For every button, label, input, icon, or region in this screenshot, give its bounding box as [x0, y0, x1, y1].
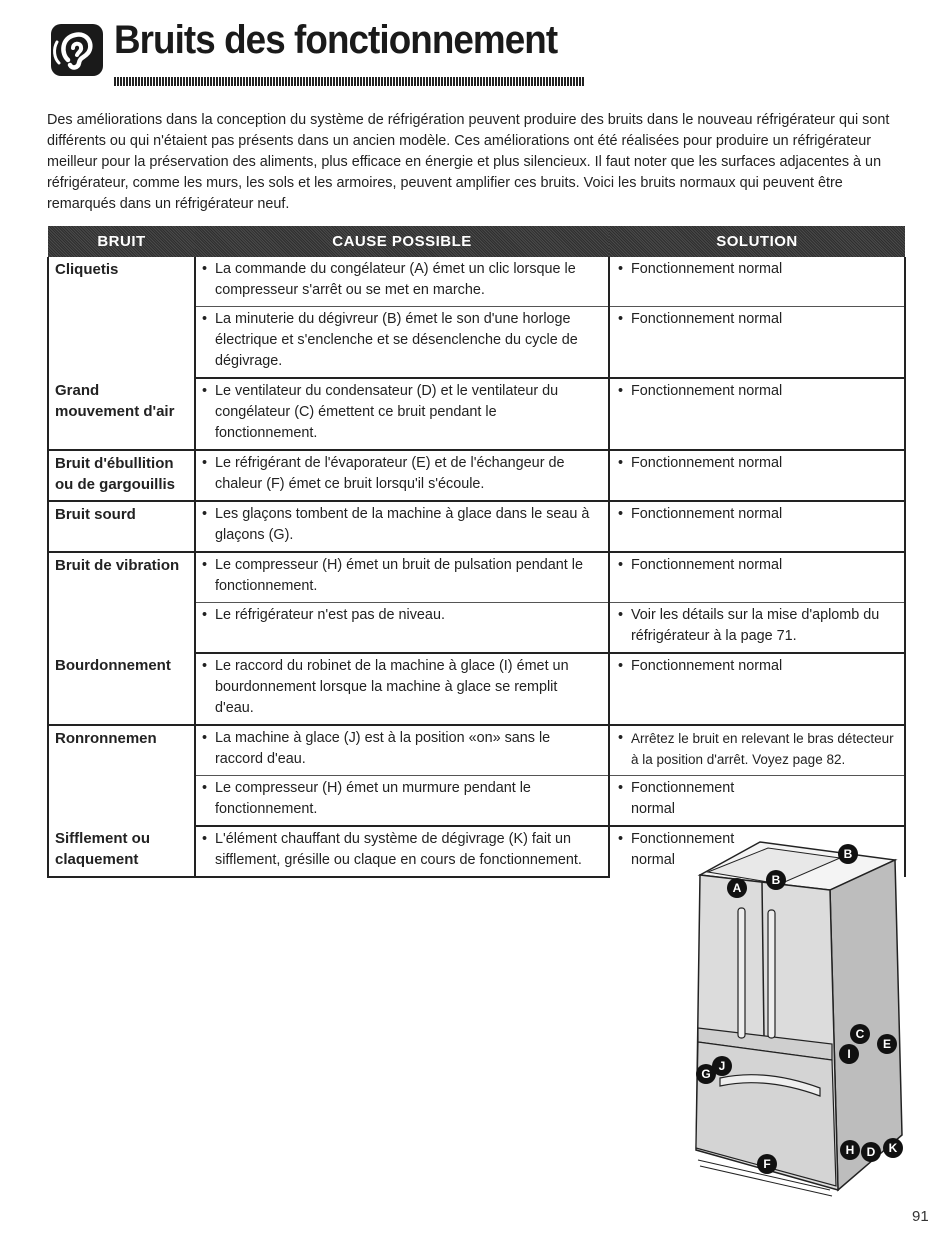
intro-paragraph: Des améliorations dans la conception du système de réfrigération peuvent produire des bruits dans le nouveau réfrigérateur qui sont différents ou qui n'étaient pas présents dans un ancien modèle. Ces améliorations ont été réalisées pour produire un réfrigérateur meilleur pour la préservation des aliments, plus efficace en énergie et plus silencieux. Il faut noter que les surfaces adjacentes à un réfrigérateur, comme les murs, les sols et les armoires, peuvent amplifier ces bruits. Voici les bruits normaux qui peuvent être remarqués dans un réfrigérateur neuf. [47, 112, 890, 212]
svg-text:D: D [866, 1145, 876, 1159]
table-row [48, 725, 905, 776]
cause-cell: • Le compresseur (H) émet un bruit de pulsation pendant le fonctionnement. [195, 552, 609, 603]
cause-cell: • Le compresseur (H) émet un murmure pendant le fonctionnement. [195, 776, 609, 827]
solution-cell: • Fonctionnement normal [609, 257, 905, 307]
table-row [48, 378, 905, 450]
header-solution: SOLUTION [609, 226, 905, 257]
marker-h [840, 1140, 860, 1160]
noise-label: Grand mouvement d'air [48, 378, 195, 450]
marker-b [766, 870, 786, 890]
table-header-row [48, 226, 905, 257]
solution-cell: • Fonctionnement normal [609, 307, 905, 379]
solution-cell: • Fonctionnement normal [609, 826, 905, 877]
svg-text:K: K [888, 1141, 898, 1155]
svg-text:A: A [732, 881, 742, 895]
door-handle-right [768, 910, 775, 1038]
table-row [48, 501, 905, 552]
page-number: 91 [912, 1208, 929, 1225]
marker-b-top-right [838, 844, 858, 864]
marker-f [757, 1154, 777, 1174]
marker-k [883, 1138, 903, 1158]
svg-text:H: H [845, 1143, 855, 1157]
table-row [48, 653, 905, 725]
marker-a [727, 878, 747, 898]
solution-cell: • Fonctionnement normal [609, 776, 905, 827]
table-row [48, 552, 905, 603]
refrigerator-diagram [690, 830, 910, 1200]
svg-text:J: J [718, 1059, 726, 1073]
cause-cell: • Le réfrigérant de l'évaporateur (E) et de l'échangeur de chaleur (F) émet ce bruit lorsqu'il s'écoule. [195, 450, 609, 501]
svg-text:B: B [771, 873, 781, 887]
svg-text:G: G [701, 1067, 711, 1081]
solution-cell: • Fonctionnement normal [609, 653, 905, 725]
svg-text:I: I [847, 1047, 851, 1061]
page-title: Bruits des fonctionnement [114, 18, 558, 62]
marker-e [877, 1034, 897, 1054]
solution-cell: • Fonctionnement normal [609, 552, 905, 603]
marker-c [850, 1024, 870, 1044]
cause-cell: • La machine à glace (J) est à la position «on» sans le raccord d'eau. [195, 725, 609, 776]
cause-cell: • Le raccord du robinet de la machine à glace (I) émet un bourdonnement lorsque la machine à glace se remplit d'eau. [195, 653, 609, 725]
table-row [48, 450, 905, 501]
header-cause: CAUSE POSSIBLE [195, 226, 609, 257]
svg-text:C: C [855, 1027, 865, 1041]
svg-text:E: E [882, 1037, 892, 1051]
door-handle-left [738, 908, 745, 1038]
cause-cell: • Le ventilateur du condensateur (D) et le ventilateur du congélateur (C) émettent ce bruit pendant le fonctionnement. [195, 378, 609, 450]
solution-cell: • Fonctionnement normal [609, 450, 905, 501]
marker-d [861, 1142, 881, 1162]
solution-cell: • Fonctionnement normal [609, 378, 905, 450]
noise-label: Sifflement ou claquement [48, 826, 195, 877]
cause-cell: • Le réfrigérateur n'est pas de niveau. [195, 603, 609, 654]
ear-icon [51, 24, 103, 76]
noise-label: Bourdonnement [48, 653, 195, 725]
solution-cell: • Fonctionnement normal [609, 501, 905, 552]
header-noise: BRUIT [48, 226, 195, 257]
marker-j [712, 1056, 732, 1076]
cause-cell: • La commande du congélateur (A) émet un clic lorsque le compresseur s'arrêt ou se met en marche. [195, 257, 609, 307]
noise-label: Ronronnemen [48, 725, 195, 826]
svg-text:B: B [843, 847, 853, 861]
title-underline [114, 77, 584, 86]
cause-cell: • L'élément chauffant du système de dégivrage (K) fait un sifflement, grésille ou claque en cours de fonctionnement. [195, 826, 609, 877]
svg-text:F: F [763, 1157, 771, 1171]
cause-cell: • Les glaçons tombent de la machine à glace dans le seau à glaçons (G). [195, 501, 609, 552]
noise-table [47, 226, 906, 878]
table-row [48, 257, 905, 307]
noise-label: Bruit sourd [48, 501, 195, 552]
noise-label: Bruit de vibration [48, 552, 195, 653]
cause-cell: • La minuterie du dégivreur (B) émet le son d'une horloge électrique et s'enclenche et se désenclenche du cycle de dégivrage. [195, 307, 609, 379]
noise-label: Bruit d'ébullition ou de gargouillis [48, 450, 195, 501]
marker-i [839, 1044, 859, 1064]
solution-cell: • Voir les détails sur la mise d'aplomb du réfrigérateur à la page 71. [609, 603, 905, 654]
solution-cell: • Arrêtez le bruit en relevant le bras détecteur à la position d'arrêt. Voyez page 82. [609, 725, 905, 776]
noise-label: Cliquetis [48, 257, 195, 378]
